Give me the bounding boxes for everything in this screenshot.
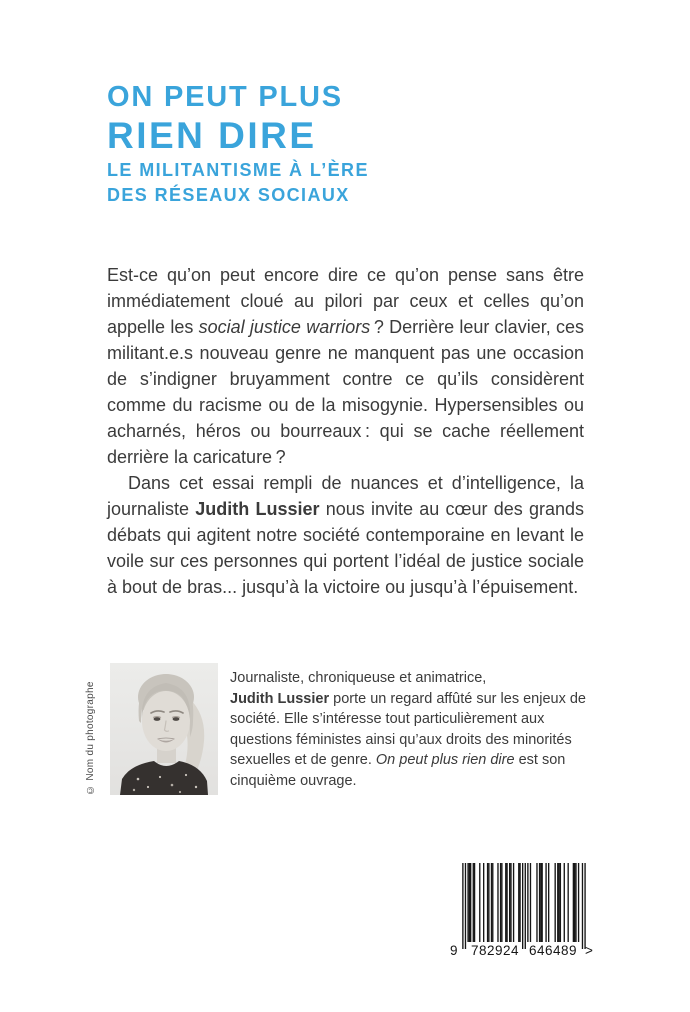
title-block [107, 79, 369, 208]
barcode [450, 863, 596, 958]
barcode-bars [462, 863, 586, 949]
bio-segment: est son cinquième ouvrage. [230, 752, 566, 789]
bio-segment: porte un regard affûté sur les enjeux de société. Elle s’intéresse tout particulièrement aux questions féministes ainsi qu’aux droits des minorités sexuelles et de genre. [230, 690, 586, 768]
barcode-digits [450, 943, 596, 958]
synopsis-paragraph [107, 470, 584, 600]
author-photo [110, 663, 218, 795]
book-title-line2: RIEN DIRE [107, 115, 317, 156]
synopsis-paragraph [107, 262, 584, 470]
book-subtitle-line1: LE MILITANTISME À L’ÈRE [107, 160, 369, 180]
book-title-line1: ON PEUT PLUS [107, 81, 343, 113]
bio-segment: On peut plus rien dire [375, 752, 515, 768]
synopsis-segment: nous invite au cœur des grands débats qui agitent notre société contemporaine en levant le voile sur ces personnes qui portent l’idéal de justice sociale à bout de bras... jusqu’à la victoire ou jusqu’à l’épuisement. [107, 499, 584, 597]
synopsis-segment: ? Derrière leur clavier, ces militant.e.s nouveau genre ne manquent pas une occasion de s’indigner bruyamment contre ce qu’ils considèrent comme du racisme ou de la misogynie. Hypersensibles ou acharnés, héros ou bourreaux : qui se cache réellement derrière la caricature ? [107, 317, 584, 467]
author-bio [230, 668, 588, 791]
synopsis [107, 262, 584, 600]
book-subtitle [107, 158, 369, 208]
barcode-digit-first: 9 [450, 943, 459, 958]
synopsis-segment: Est-ce qu’on peut encore dire ce qu’on pense sans être immédiatement cloué au pilori par ceux et celles qu’on appelle les [107, 265, 584, 337]
author-portrait-illustration [110, 663, 218, 795]
barcode-digit-group1: 782924 [470, 943, 520, 958]
photo-credit: © Nom du photographe [85, 681, 96, 795]
bio-segment: Judith Lussier [230, 690, 330, 707]
book-subtitle-line2: DES RÉSEAUX SOCIAUX [107, 185, 350, 205]
synopsis-segment: Judith Lussier [195, 499, 320, 519]
synopsis-segment: social justice warriors [198, 317, 371, 337]
synopsis-segment: Dans cet essai rempli de nuances et d’intelligence, la journaliste [107, 473, 584, 519]
bio-segment: Journaliste, chroniqueuse et animatrice, [230, 670, 487, 686]
barcode-arrow: > [585, 943, 594, 958]
barcode-digit-group2: 646489 [528, 943, 578, 958]
